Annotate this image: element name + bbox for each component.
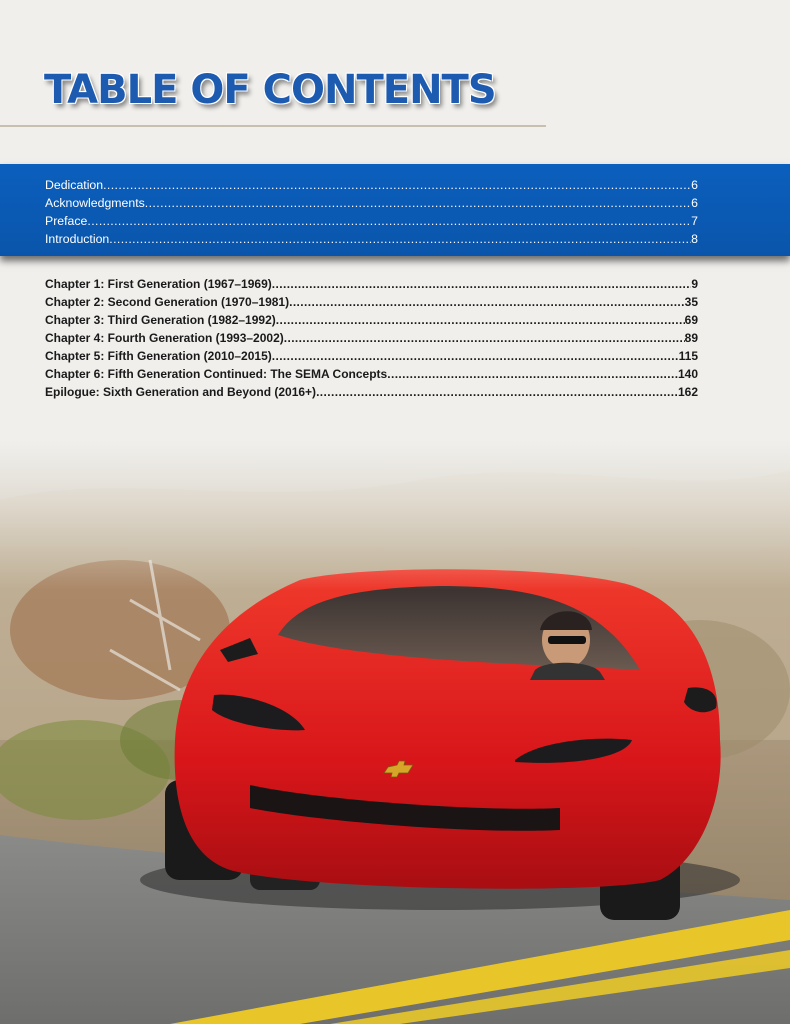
toc-entry[interactable] xyxy=(45,385,698,403)
toc-entry-page: 8 xyxy=(691,232,698,246)
dot-leader xyxy=(387,367,678,381)
toc-entry-page: 140 xyxy=(677,367,698,381)
toc-entry-page: 6 xyxy=(691,196,698,210)
toc-entry-page: 162 xyxy=(677,385,698,399)
toc-entry-title: Acknowledgments xyxy=(45,196,145,210)
dot-leader xyxy=(276,313,685,327)
toc-entry-title: Introduction xyxy=(45,232,110,246)
toc-entry[interactable] xyxy=(45,295,698,313)
toc-entry-page: 69 xyxy=(684,313,698,327)
toc-entry-title: Chapter 4: Fourth Generation (1993–2002) xyxy=(45,331,284,345)
dot-leader xyxy=(87,214,691,228)
toc-entry[interactable] xyxy=(45,232,698,250)
dot-leader xyxy=(284,331,685,345)
toc-entry[interactable] xyxy=(45,331,698,349)
toc-entry-page: 89 xyxy=(684,331,698,345)
toc-entry-title: Epilogue: Sixth Generation and Beyond (2016+) xyxy=(45,385,317,399)
toc-entry-page: 6 xyxy=(691,178,698,192)
toc-entry-page: 115 xyxy=(678,349,698,363)
toc-entry-title: Chapter 6: Fifth Generation Continued: The SEMA Concepts xyxy=(45,367,388,381)
toc-entry-page: 9 xyxy=(691,277,698,291)
toc-entry[interactable] xyxy=(45,313,698,331)
dot-leader xyxy=(103,178,691,192)
dot-leader xyxy=(272,277,692,291)
toc-entry[interactable] xyxy=(45,277,698,295)
toc-entry[interactable] xyxy=(45,178,698,196)
dot-leader xyxy=(289,295,685,309)
car-photo xyxy=(0,440,790,1024)
front-matter-list xyxy=(45,178,698,250)
dot-leader xyxy=(109,232,691,246)
dot-leader xyxy=(272,349,679,363)
page-title: TABLE OF CONTENTS xyxy=(44,67,496,113)
toc-entry[interactable] xyxy=(45,367,698,385)
toc-entry-title: Chapter 2: Second Generation (1970–1981) xyxy=(45,295,290,309)
toc-entry-title: Chapter 1: First Generation (1967–1969) xyxy=(45,277,272,291)
toc-entry-title: Preface xyxy=(45,214,88,228)
toc-entry[interactable] xyxy=(45,349,698,367)
dot-leader xyxy=(145,196,691,210)
toc-entry-title: Chapter 3: Third Generation (1982–1992) xyxy=(45,313,276,327)
chapter-list xyxy=(45,277,698,403)
toc-entry[interactable] xyxy=(45,196,698,214)
toc-entry-title: Dedication xyxy=(45,178,104,192)
toc-entry[interactable] xyxy=(45,214,698,232)
toc-entry-title: Chapter 5: Fifth Generation (2010–2015) xyxy=(45,349,272,363)
photo-fade-overlay xyxy=(0,440,790,590)
toc-entry-page: 35 xyxy=(684,295,698,309)
title-divider xyxy=(0,125,546,127)
dot-leader xyxy=(316,385,678,399)
toc-entry-page: 7 xyxy=(691,214,698,228)
